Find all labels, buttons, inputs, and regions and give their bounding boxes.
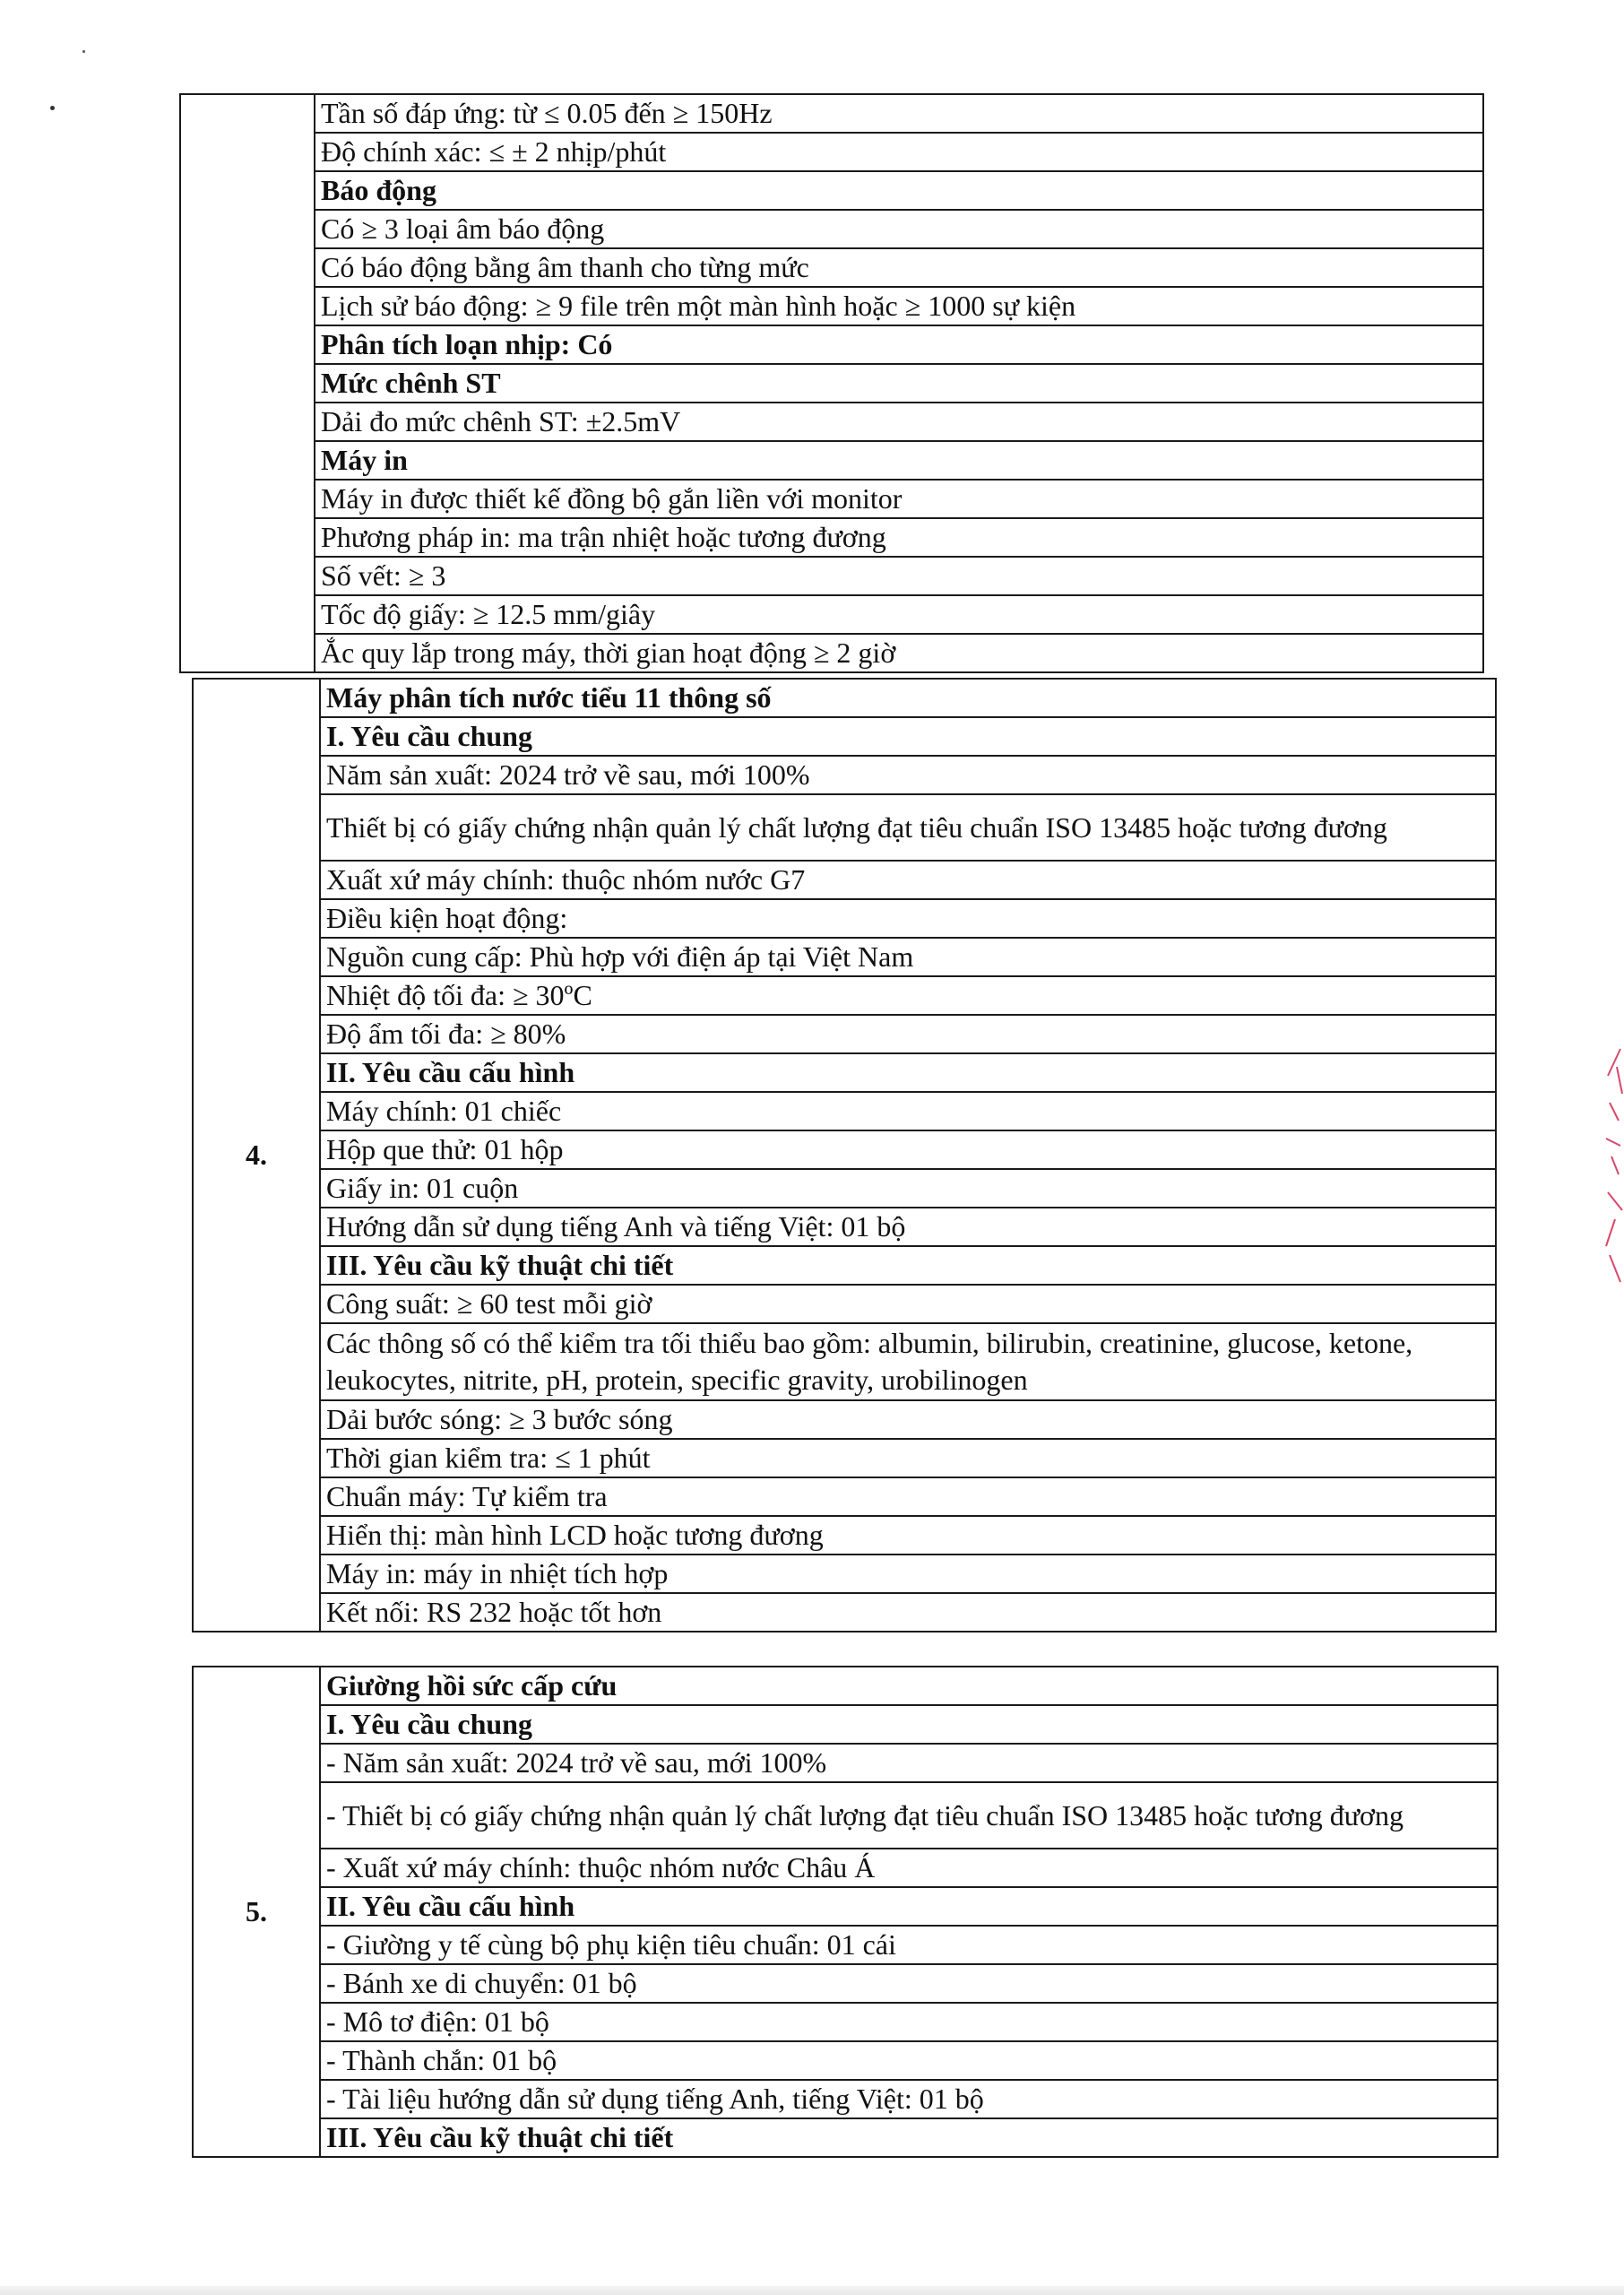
spec-row bbox=[180, 557, 1483, 595]
red-stamp-edge-fragment bbox=[1601, 1040, 1624, 1291]
spec-text-cell: Lịch sử báo động: ≥ 9 file trên một màn hình hoặc ≥ 1000 sự kiện bbox=[315, 287, 1483, 325]
spec-row bbox=[193, 938, 1496, 976]
spec-row bbox=[180, 480, 1483, 518]
spec-text-cell: Nguồn cung cấp: Phù hợp với điện áp tại Việt Nam bbox=[320, 938, 1496, 976]
spec-text-cell: Công suất: ≥ 60 test mỗi giờ bbox=[320, 1285, 1496, 1323]
spec-heading-cell: Máy phân tích nước tiểu 11 thông số bbox=[320, 679, 1496, 717]
spec-row bbox=[180, 634, 1483, 672]
spec-row bbox=[180, 248, 1483, 287]
spec-row bbox=[193, 1926, 1498, 1964]
spec-text-cell: Năm sản xuất: 2024 trở về sau, mới 100% bbox=[320, 756, 1496, 794]
spec-row bbox=[193, 1439, 1496, 1477]
spec-heading-cell: I. Yêu cầu chung bbox=[320, 1705, 1498, 1744]
spec-text-cell: Dải bước sóng: ≥ 3 bước sóng bbox=[320, 1400, 1496, 1439]
spec-text-cell: - Mô tơ điện: 01 bộ bbox=[320, 2003, 1498, 2041]
spec-text-cell: - Năm sản xuất: 2024 trở về sau, mới 100% bbox=[320, 1744, 1498, 1782]
spec-heading-cell: Báo động bbox=[315, 171, 1483, 210]
spec-text-cell: Nhiệt độ tối đa: ≥ 30ºC bbox=[320, 976, 1496, 1015]
scan-bottom-edge bbox=[0, 2286, 1624, 2295]
spec-text-cell: - Thiết bị có giấy chứng nhận quản lý chất lượng đạt tiêu chuẩn ISO 13485 hoặc tương đương bbox=[320, 1782, 1498, 1849]
spec-text-cell: Thiết bị có giấy chứng nhận quản lý chất lượng đạt tiêu chuẩn ISO 13485 hoặc tương đương bbox=[320, 794, 1496, 861]
spec-row bbox=[193, 679, 1496, 717]
spec-row bbox=[193, 2041, 1498, 2080]
spec-text-cell: Tốc độ giấy: ≥ 12.5 mm/giây bbox=[315, 595, 1483, 634]
spec-row bbox=[180, 441, 1483, 480]
spec-text-cell: Có ≥ 3 loại âm báo động bbox=[315, 210, 1483, 248]
spec-row bbox=[180, 403, 1483, 441]
spec-text-cell: Điều kiện hoạt động: bbox=[320, 899, 1496, 938]
spec-table-section-continued bbox=[179, 93, 1484, 673]
spec-row bbox=[193, 976, 1496, 1015]
spec-row bbox=[193, 899, 1496, 938]
spec-text-cell: - Giường y tế cùng bộ phụ kiện tiêu chuẩn: 01 cái bbox=[320, 1926, 1498, 1964]
item-number-cell: 4. bbox=[193, 679, 320, 1632]
spec-row bbox=[180, 171, 1483, 210]
spec-text-cell: Hiển thị: màn hình LCD hoặc tương đương bbox=[320, 1516, 1496, 1555]
scan-speck bbox=[50, 106, 55, 110]
spec-text-cell: Chuẩn máy: Tự kiểm tra bbox=[320, 1477, 1496, 1516]
spec-text-cell: Ắc quy lắp trong máy, thời gian hoạt động ≥ 2 giờ bbox=[315, 634, 1483, 672]
spec-row bbox=[193, 1849, 1498, 1887]
spec-text-cell: Số vết: ≥ 3 bbox=[315, 557, 1483, 595]
spec-text-cell: Xuất xứ máy chính: thuộc nhóm nước G7 bbox=[320, 861, 1496, 899]
spec-text-cell: Kết nối: RS 232 hoặc tốt hơn bbox=[320, 1593, 1496, 1632]
spec-text-cell: Các thông số có thể kiểm tra tối thiểu bao gồm: albumin, bilirubin, creatinine, glucose, ketone, leukocytes, nitrite, pH, protein, specific gravity, urobilinogen bbox=[320, 1323, 1496, 1400]
spec-text-cell: - Tài liệu hướng dẫn sử dụng tiếng Anh, tiếng Việt: 01 bộ bbox=[320, 2080, 1498, 2118]
spec-text-cell: Có báo động bằng âm thanh cho từng mức bbox=[315, 248, 1483, 287]
spec-text-cell: Giấy in: 01 cuộn bbox=[320, 1169, 1496, 1208]
spec-row bbox=[193, 2003, 1498, 2041]
spec-row bbox=[193, 794, 1496, 861]
spec-row bbox=[193, 1169, 1496, 1208]
item-number-cell bbox=[180, 94, 315, 672]
spec-heading-cell: Máy in bbox=[315, 441, 1483, 480]
spec-row bbox=[193, 1285, 1496, 1323]
spec-text-cell: - Bánh xe di chuyển: 01 bộ bbox=[320, 1964, 1498, 2003]
spec-table-section-5 bbox=[192, 1666, 1499, 2158]
spec-text-cell: Máy in: máy in nhiệt tích hợp bbox=[320, 1555, 1496, 1593]
spec-row bbox=[193, 861, 1496, 899]
spec-text-cell: Độ chính xác: ≤ ± 2 nhịp/phút bbox=[315, 133, 1483, 171]
spec-heading-cell: Mức chênh ST bbox=[315, 364, 1483, 403]
spec-row bbox=[180, 133, 1483, 171]
spec-row bbox=[193, 1516, 1496, 1555]
spec-row bbox=[193, 1705, 1498, 1744]
spec-row bbox=[193, 1400, 1496, 1439]
spec-heading-cell: II. Yêu cầu cấu hình bbox=[320, 1887, 1498, 1926]
spec-text-cell: - Thành chắn: 01 bộ bbox=[320, 2041, 1498, 2080]
spec-text-cell: Hộp que thử: 01 hộp bbox=[320, 1130, 1496, 1169]
spec-row bbox=[193, 1964, 1498, 2003]
spec-row bbox=[193, 1015, 1496, 1053]
spec-row bbox=[193, 1053, 1496, 1092]
spec-row bbox=[193, 1130, 1496, 1169]
spec-row bbox=[193, 1667, 1498, 1705]
spec-row bbox=[193, 2118, 1498, 2157]
spec-row bbox=[180, 94, 1483, 133]
spec-text-cell: Hướng dẫn sử dụng tiếng Anh và tiếng Việt: 01 bộ bbox=[320, 1208, 1496, 1246]
item-number-cell: 5. bbox=[193, 1667, 320, 2157]
spec-text-cell: Thời gian kiểm tra: ≤ 1 phút bbox=[320, 1439, 1496, 1477]
spec-heading-cell: II. Yêu cầu cấu hình bbox=[320, 1053, 1496, 1092]
spec-row bbox=[180, 364, 1483, 403]
spec-row bbox=[193, 1092, 1496, 1130]
spec-row bbox=[193, 1477, 1496, 1516]
spec-row bbox=[193, 1782, 1498, 1849]
spec-text-cell: Máy in được thiết kế đồng bộ gắn liền với monitor bbox=[315, 480, 1483, 518]
spec-heading-cell: Giường hồi sức cấp cứu bbox=[320, 1667, 1498, 1705]
spec-row bbox=[193, 717, 1496, 756]
spec-text-cell: Máy chính: 01 chiếc bbox=[320, 1092, 1496, 1130]
spec-text-cell: Phương pháp in: ma trận nhiệt hoặc tương đương bbox=[315, 518, 1483, 557]
spec-row bbox=[193, 1246, 1496, 1285]
spec-row bbox=[193, 1208, 1496, 1246]
spec-row bbox=[193, 756, 1496, 794]
spec-row bbox=[193, 1593, 1496, 1632]
spec-row bbox=[193, 1555, 1496, 1593]
spec-row bbox=[180, 287, 1483, 325]
spec-heading-cell: III. Yêu cầu kỹ thuật chi tiết bbox=[320, 1246, 1496, 1285]
scan-speck bbox=[82, 50, 85, 53]
spec-row bbox=[193, 1887, 1498, 1926]
spec-row bbox=[180, 518, 1483, 557]
spec-row bbox=[180, 210, 1483, 248]
spec-table-section-4 bbox=[192, 678, 1497, 1632]
spec-row bbox=[193, 1744, 1498, 1782]
spec-row bbox=[193, 1323, 1496, 1400]
spec-row bbox=[193, 2080, 1498, 2118]
spec-text-cell: - Xuất xứ máy chính: thuộc nhóm nước Châu Á bbox=[320, 1849, 1498, 1887]
spec-text-cell: Dải đo mức chênh ST: ±2.5mV bbox=[315, 403, 1483, 441]
spec-heading-cell: I. Yêu cầu chung bbox=[320, 717, 1496, 756]
spec-text-cell: Độ ẩm tối đa: ≥ 80% bbox=[320, 1015, 1496, 1053]
spec-row bbox=[180, 595, 1483, 634]
spec-heading-cell: Phân tích loạn nhịp: Có bbox=[315, 325, 1483, 364]
spec-text-cell: Tần số đáp ứng: từ ≤ 0.05 đến ≥ 150Hz bbox=[315, 94, 1483, 133]
spec-heading-cell: III. Yêu cầu kỹ thuật chi tiết bbox=[320, 2118, 1498, 2157]
spec-row bbox=[180, 325, 1483, 364]
